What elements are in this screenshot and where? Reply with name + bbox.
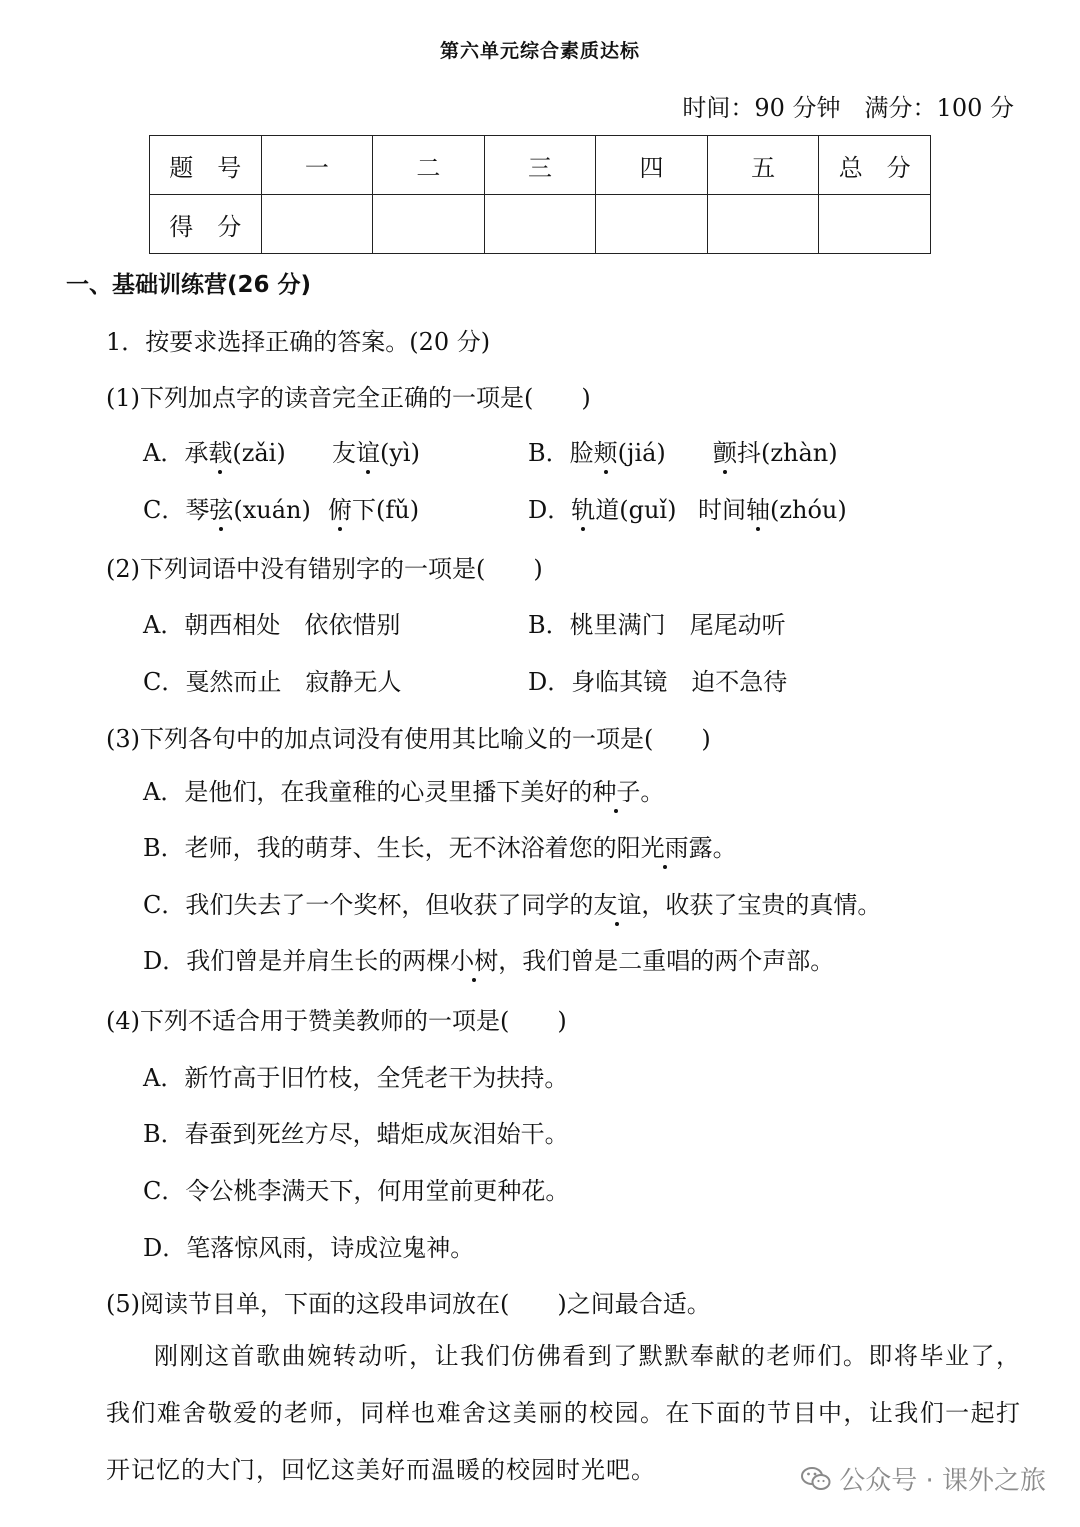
time-info: 时间：90 分钟 满分：100 分 — [682, 94, 1014, 122]
option-3b: B．老师，我的萌芽、生长，无不沐浴着您的阳光雨露。 — [143, 828, 737, 863]
score-table-header-row — [150, 136, 931, 195]
option-4c: C．令公桃李满天下，何用堂前更种花。 — [143, 1177, 570, 1205]
score-cell: 五 — [707, 136, 819, 195]
wechat-icon — [801, 1466, 831, 1492]
score-table — [149, 135, 931, 254]
option-1d-1: D．轨道(guǐ) — [528, 490, 676, 525]
option-1a-2: 友谊(yì) — [332, 433, 420, 468]
score-cell: 一 — [261, 136, 373, 195]
score-cell: 得 分 — [150, 195, 262, 254]
option-1c-1: C．琴弦(xuán) — [143, 490, 311, 525]
section-heading: 一、基础训练营(26 分) — [66, 272, 312, 298]
option-1d-2: 时间轴(zhóu) — [698, 490, 847, 525]
sub-question-2: (2)下列词语中没有错别字的一项是( ) — [106, 555, 543, 583]
option-3a: A．是他们，在我童稚的心灵里播下美好的种子。 — [143, 772, 664, 807]
option-2d: D．身临其镜 迫不急待 — [528, 668, 788, 696]
score-table-score-row — [150, 195, 931, 254]
sub-question-1: (1)下列加点字的读音完全正确的一项是( ) — [106, 384, 591, 412]
score-cell: 题 号 — [150, 136, 262, 195]
score-input-cell[interactable] — [261, 195, 373, 254]
option-1b-1: B．脸颊(jiá) — [528, 433, 666, 468]
sub-question-4: (4)下列不适合用于赞美教师的一项是( ) — [106, 1007, 567, 1035]
score-input-cell[interactable] — [596, 195, 708, 254]
option-2a: A．朝西相处 依依惜别 — [143, 611, 401, 639]
sub-question-5: (5)阅读节目单，下面的这段串词放在( )之间最合适。 — [106, 1290, 711, 1318]
option-2b: B．桃里满门 尾尾动听 — [528, 611, 786, 639]
watermark — [801, 1460, 1046, 1497]
option-1b-2: 颤抖(zhàn) — [713, 433, 838, 468]
option-2c: C．戛然而止 寂静无人 — [143, 668, 402, 696]
page-title: 第六单元综合素质达标 — [439, 40, 640, 62]
score-cell: 二 — [373, 136, 485, 195]
option-4a: A．新竹高于旧竹枝，全凭老干为扶持。 — [143, 1064, 569, 1092]
option-1a-1: A．承载(zǎi) — [143, 433, 286, 468]
option-4d: D．笔落惊风雨，诗成泣鬼神。 — [143, 1234, 475, 1262]
score-input-cell[interactable] — [484, 195, 596, 254]
score-input-cell[interactable] — [819, 195, 931, 254]
option-3d: D．我们曾是并肩生长的两棵小树，我们曾是二重唱的两个声部。 — [143, 941, 834, 976]
option-4b: B．春蚕到死丝方尽，蜡炬成灰泪始干。 — [143, 1120, 569, 1148]
score-cell: 四 — [596, 136, 708, 195]
watermark-text: 公众号 · 课外之旅 — [839, 1466, 1046, 1496]
score-cell: 总 分 — [819, 136, 931, 195]
question-1: 1．按要求选择正确的答案。(20 分) — [106, 328, 491, 356]
option-3c: C．我们失去了一个奖杯，但收获了同学的友谊，收获了宝贵的真情。 — [143, 885, 881, 920]
score-input-cell[interactable] — [373, 195, 485, 254]
score-input-cell[interactable] — [707, 195, 819, 254]
sub-question-3: (3)下列各句中的加点词没有使用其比喻义的一项是( ) — [106, 725, 711, 753]
score-cell: 三 — [484, 136, 596, 195]
option-1c-2: 俯下(fǔ) — [328, 490, 419, 525]
passage-text: 刚刚这首歌曲婉转动听，让我们仿佛看到了默默奉献的老师们。即将毕业了，我们难舍敬爱的老师，同样也难舍这美丽的校园。在下面的节目中，让我们一起打开记忆的大门，回忆这美好而温暖的校园时光吧。 — [106, 1342, 1021, 1484]
